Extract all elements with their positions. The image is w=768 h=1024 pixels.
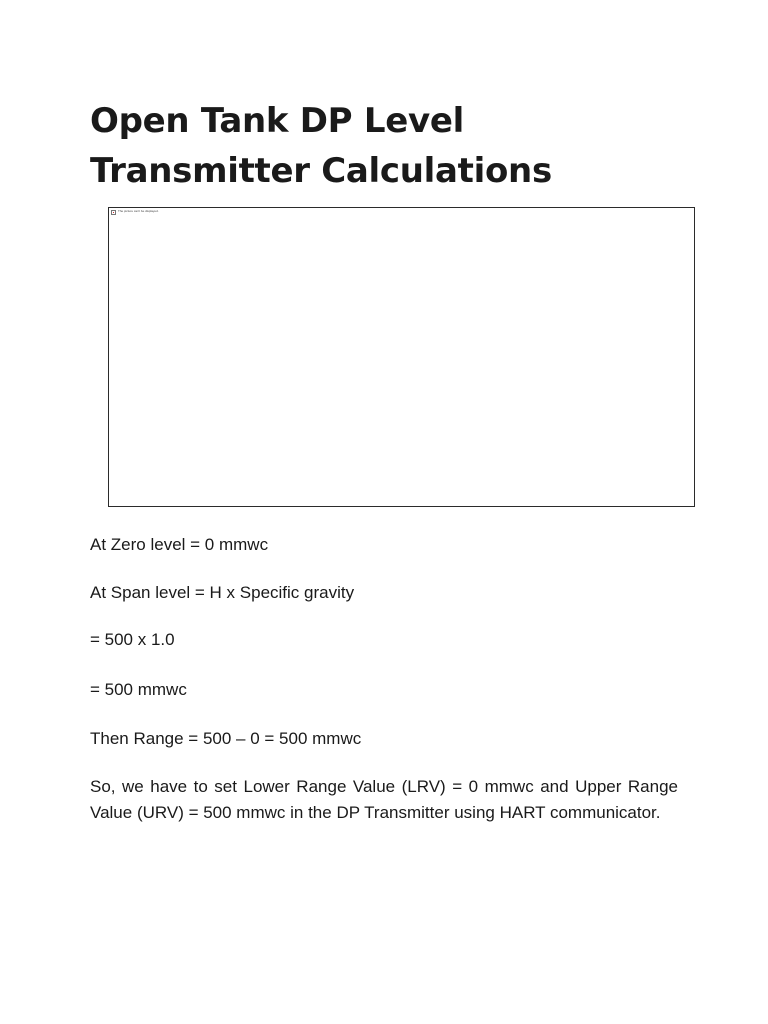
page-title: Open Tank DP Level Transmitter Calculations: [90, 101, 552, 191]
image-alt-text: The picture can't be displayed.: [118, 209, 159, 213]
range-line: Then Range = 500 – 0 = 500 mmwc: [90, 729, 362, 748]
span-level-line: At Span level = H x Specific gravity: [90, 583, 355, 602]
span-calculation-line: = 500 x 1.0: [90, 630, 175, 649]
span-result-line: = 500 mmwc: [90, 680, 187, 699]
zero-level-line: At Zero level = 0 mmwc: [90, 535, 269, 554]
broken-image-icon: [111, 210, 116, 215]
conclusion-paragraph: So, we have to set Lower Range Value (LRV) = 0 mmwc and Upper Range Value (URV) = 500 mmwc in the DP Transmitter using HART communicator.: [90, 777, 678, 822]
image-placeholder: [108, 207, 695, 507]
